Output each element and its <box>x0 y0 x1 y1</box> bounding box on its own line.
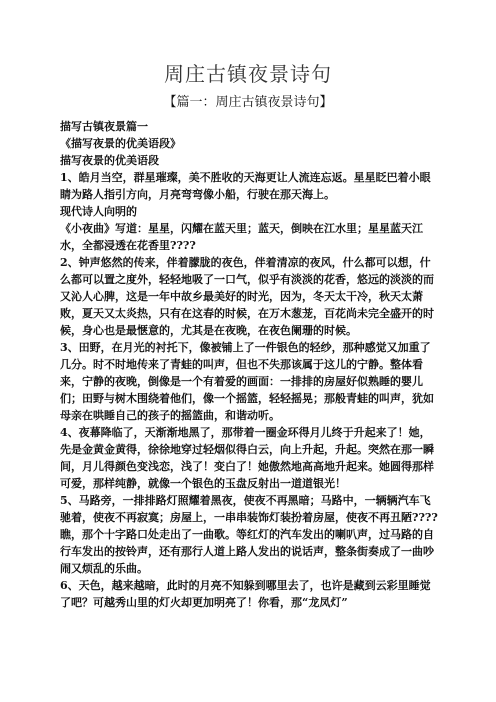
article-title: 《描写夜景的优美语段》 <box>60 137 181 150</box>
paragraph-5: 5、马路旁，一排排路灯照耀着黑夜，使夜不再黑暗；马路中，一辆辆汽车飞驰着，使夜不再寂寞；房屋上，一串串装饰灯装扮着房屋，使夜不再丑陋????瞧，那个十字路口处走出了一曲歌。等红灯的汽车发出的喇叭声，过马路的自行车发出的按铃声，还有那行人道上路人发出的说话声，整条街奏成了一曲吵闹又烦乱的乐曲。 <box>60 494 438 575</box>
paragraph-1: 1、皓月当空，群星璀璨，美不胜收的天海更让人流连忘返。星星眨巴着小眼睛为路人指引方向，月亮弯弯像小船，行驶在那天海上。 <box>60 171 431 201</box>
paragraph-2: 2、钟声悠然的传来，伴着朦胧的夜色，伴着清凉的夜风，什么都可以想，什么都可以置之度外，轻轻地吸了一口气，似乎有淡淡的花香，悠远的淡淡的而又沁人心脾，这是一年中故乡最美好的时光，因为，冬天太干冷，秋天太萧败，夏天又太炎热，只有在这春的时候，在万木葱茏，百花尚未完全盛开的时候，身心也是最惬意的，尤其是在夜晚，在夜色阑珊的时候。 <box>60 256 434 337</box>
paragraph-3: 3、田野，在月光的衬托下，像被铺上了一件银色的轻纱，那种感觉又加重了几分。时不时地传来了青蛙的叫声，但也不失那该属于这儿的宁静。整体看来，宁静的夜晚，倒像是一个有着爱的画面：一排排的房屋好似熟睡的婴儿们；田野与树木围绕着他们，像一个摇篮，轻轻摇晃；那般青蛙的叫声，犹如母亲在哄睡自己的孩子的摇篮曲，和谐动听。 <box>60 341 434 422</box>
article-subheading: 描写夜景的优美语段 <box>60 154 159 167</box>
paragraph-6: 6、天色，越来越暗，此时的月亮不知躲到哪里去了，也许是藏到云彩里睡觉了吧？可越秀山里的灯火却更加明亮了！你看，那“龙凤灯” <box>60 579 431 609</box>
document-title: 周庄古镇夜景诗句 <box>164 62 332 86</box>
document-subtitle: 【篇一：周庄古镇夜景诗句】 <box>163 95 333 110</box>
paragraph-4: 4、夜幕降临了，天渐渐地黑了，那带着一圈金环得月儿终于升起来了！她，先是金黄金黄得，徐徐地穿过轻烟似得白云，向上升起，升起。突然在那一瞬间，月儿得颜色变浅恋，浅了！变白了！她傲然地高高地升起来。她圆得那样可爱，那样纯静，就像一个银色的玉盘反射出一道道银光！ <box>60 426 434 490</box>
document-body <box>60 118 440 611</box>
section-heading: 描写古镇夜景篇一 <box>60 120 148 133</box>
poet-line: 现代诗人向明的 <box>60 205 137 218</box>
poem-quote: 《小夜曲》写道：星星，闪耀在蓝天里；蓝天，倒映在江水里；星星蓝天江水，全都浸透在花香里???? <box>60 222 423 252</box>
